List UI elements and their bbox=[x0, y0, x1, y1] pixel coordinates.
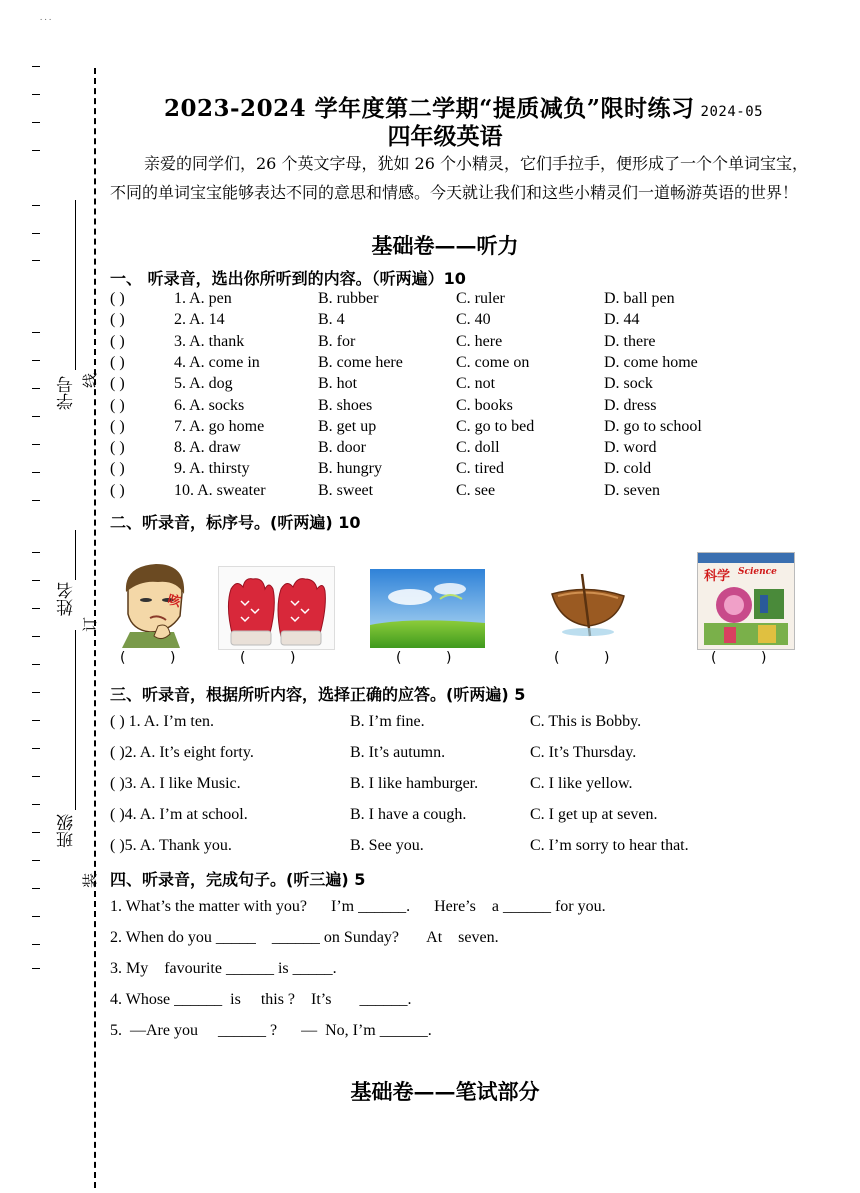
question-option-a: 3. A. thank bbox=[174, 332, 245, 350]
option-d: D. sock bbox=[604, 375, 653, 393]
page-subtitle: 四年级英语 bbox=[387, 123, 503, 150]
margin-tick bbox=[32, 748, 40, 749]
response-option-a[interactable]: ( )3. A. I like Music. bbox=[110, 775, 241, 792]
option-b: B. come here bbox=[318, 353, 403, 371]
question-option-a: 6. A. socks bbox=[174, 396, 245, 414]
margin-tick bbox=[32, 260, 40, 261]
option-d: D. cold bbox=[604, 460, 652, 478]
title-date: 2024-05 bbox=[700, 104, 764, 120]
option-b: B. sweet bbox=[318, 481, 374, 499]
option-c: C. 40 bbox=[456, 311, 491, 329]
part3-heading: 三、听录音，根据所听内容，选择正确的应答。(听两遍) 5 bbox=[110, 685, 526, 704]
margin-tick bbox=[32, 776, 40, 777]
option-b: B. hungry bbox=[318, 460, 382, 478]
margin-tick bbox=[32, 664, 40, 665]
option-c: C. books bbox=[456, 396, 513, 414]
margin-tick bbox=[32, 636, 40, 637]
answer-bracket[interactable]: ( ) bbox=[110, 481, 125, 499]
margin-tick bbox=[32, 444, 40, 445]
part4-heading: 四、听录音，完成句子。(听三遍) 5 bbox=[110, 870, 366, 889]
response-option-a[interactable]: ( ) 1. A. I’m ten. bbox=[110, 713, 214, 730]
book-top-band bbox=[698, 553, 794, 563]
answer-bracket[interactable]: ( ) bbox=[110, 290, 125, 307]
response-option-a[interactable]: ( )2. A. It’s eight forty. bbox=[110, 744, 254, 761]
boat-icon bbox=[548, 570, 628, 645]
response-option-c[interactable]: C. I like yellow. bbox=[530, 775, 633, 792]
option-d: D. there bbox=[604, 332, 656, 350]
answer-bracket[interactable]: ( ) bbox=[110, 460, 125, 478]
option-c: C. go to bed bbox=[456, 417, 535, 435]
intro-paragraph: 亲爱的同学们，26 个英文字母，犹如 26 个小精灵，它们手拉手，便形成了一个个单词宝宝，不同的单词宝宝能够表达不同的意思和情感。今天就让我们和这些小精灵们一道畅游英语的世界！ bbox=[110, 154, 808, 202]
margin-tick bbox=[32, 944, 40, 945]
response-option-a[interactable]: ( )4. A. I’m at school. bbox=[110, 806, 248, 823]
option-c: C. here bbox=[456, 332, 503, 350]
picture-science-book bbox=[697, 552, 795, 650]
response-option-c[interactable]: C. It’s Thursday. bbox=[530, 744, 637, 761]
option-c: C. not bbox=[456, 375, 496, 393]
answer-bracket[interactable]: ( ) bbox=[110, 353, 125, 371]
margin-tick bbox=[32, 692, 40, 693]
answer-bracket-2[interactable]: ( ) bbox=[240, 650, 296, 666]
fill-blank-sentence[interactable]: 4. Whose ______ is this ? It’s ______. bbox=[110, 991, 412, 1008]
section-written-title: 基础卷——笔试部分 bbox=[350, 1079, 540, 1104]
option-c: C. come on bbox=[456, 353, 530, 371]
margin-tick bbox=[32, 205, 40, 206]
margin-tick bbox=[32, 360, 40, 361]
option-b: B. door bbox=[318, 439, 366, 457]
margin-tick bbox=[32, 608, 40, 609]
picture-gloves bbox=[218, 566, 335, 650]
option-b: B. shoes bbox=[318, 396, 373, 414]
margin-tick bbox=[32, 94, 40, 95]
question-option-a: 5. A. dog bbox=[174, 375, 233, 393]
option-c: C. doll bbox=[456, 439, 500, 457]
option-d: D. go to school bbox=[604, 417, 702, 435]
meadow-sky-icon bbox=[370, 569, 485, 648]
answer-bracket-5[interactable]: ( ) bbox=[711, 650, 767, 666]
fill-blank-sentence[interactable]: 1. What’s the matter with you? I’m ______. Here’s a ______ for you. bbox=[110, 898, 606, 915]
margin-tick bbox=[32, 416, 40, 417]
option-d: D. 44 bbox=[604, 311, 640, 329]
xuehao-underline bbox=[75, 200, 76, 370]
xuehao-label: 学号 bbox=[57, 376, 77, 410]
part1-heading: 一、 听录音，选出你所听到的内容。（听两遍）10 bbox=[110, 269, 466, 288]
answer-bracket[interactable]: ( ) bbox=[110, 417, 125, 435]
response-option-b[interactable]: B. I’m fine. bbox=[350, 713, 425, 730]
book-subtitle: Science bbox=[738, 567, 777, 577]
margin-tick bbox=[32, 580, 40, 581]
question-option-a: 10. A. sweater bbox=[174, 481, 266, 499]
response-option-c[interactable]: C. I get up at seven. bbox=[530, 806, 658, 823]
bind-char-xian: 线 bbox=[81, 372, 100, 389]
margin-tick bbox=[32, 472, 40, 473]
fill-blank-sentence[interactable]: 2. When do you _____ ______ on Sunday? At seven. bbox=[110, 929, 499, 946]
xingming-label: 姓名 bbox=[57, 582, 77, 616]
option-b: B. for bbox=[318, 332, 356, 350]
margin-tick bbox=[32, 888, 40, 889]
answer-bracket[interactable]: ( ) bbox=[110, 375, 125, 393]
margin-tick bbox=[32, 968, 40, 969]
bind-char-zhuang: 装 bbox=[81, 872, 100, 889]
fill-blank-sentence[interactable]: 3. My favourite ______ is _____. bbox=[110, 960, 337, 977]
margin-tick bbox=[32, 388, 40, 389]
answer-bracket[interactable]: ( ) bbox=[110, 439, 125, 457]
margin-tick bbox=[32, 832, 40, 833]
answer-bracket[interactable]: ( ) bbox=[110, 311, 125, 329]
question-option-a: 9. A. thirsty bbox=[174, 460, 250, 478]
banji-label: 班级 bbox=[57, 814, 77, 848]
margin-tick bbox=[32, 552, 40, 553]
cough-glyph: 咳 bbox=[165, 592, 183, 611]
section-listening-title: 基础卷——听力 bbox=[371, 233, 519, 258]
margin-tick bbox=[32, 860, 40, 861]
answer-bracket-4[interactable]: ( ) bbox=[554, 650, 610, 666]
title-text: 2023-2024 学年度第二学期“提质减负”限时练习 bbox=[164, 95, 695, 122]
picture-boat bbox=[548, 570, 628, 645]
margin-tick bbox=[32, 720, 40, 721]
option-c: C. ruler bbox=[456, 290, 505, 307]
answer-bracket[interactable]: ( ) bbox=[110, 396, 125, 414]
question-option-a: 7. A. go home bbox=[174, 417, 265, 435]
question-option-a: 2. A. 14 bbox=[174, 311, 225, 329]
margin-tick bbox=[32, 332, 40, 333]
picture-cough bbox=[110, 560, 192, 648]
response-option-c[interactable]: C. I’m sorry to hear that. bbox=[530, 837, 689, 854]
answer-bracket-3[interactable]: ( ) bbox=[396, 650, 452, 666]
question-option-a: 8. A. draw bbox=[174, 439, 241, 457]
question-option-a: 4. A. come in bbox=[174, 353, 260, 371]
answer-bracket-1[interactable]: ( ) bbox=[120, 650, 176, 666]
option-b: B. hot bbox=[318, 375, 358, 393]
fill-blank-sentence[interactable]: 5. —Are you ______ ? — No, I’m ______. bbox=[110, 1022, 432, 1039]
option-c: C. see bbox=[456, 481, 496, 499]
response-option-b[interactable]: B. I like hamburger. bbox=[350, 775, 479, 792]
margin-tick bbox=[32, 804, 40, 805]
picture-spring bbox=[370, 569, 485, 648]
margin-tick bbox=[32, 500, 40, 501]
margin-tick bbox=[32, 66, 40, 67]
option-d: D. dress bbox=[604, 396, 657, 414]
xingming-underline-top bbox=[75, 530, 76, 580]
option-d: D. word bbox=[604, 439, 657, 457]
response-option-c[interactable]: C. This is Bobby. bbox=[530, 713, 642, 730]
option-d: D. come home bbox=[604, 353, 698, 371]
option-d: D. ball pen bbox=[604, 290, 675, 307]
response-option-b[interactable]: B. It’s autumn. bbox=[350, 744, 446, 761]
option-b: B. get up bbox=[318, 417, 377, 435]
option-b: B. rubber bbox=[318, 290, 379, 307]
part2-heading: 二、听录音，标序号。(听两遍) 10 bbox=[110, 513, 361, 532]
book-cover-collage-icon bbox=[704, 583, 788, 645]
bind-char-ding: 订 bbox=[81, 616, 100, 633]
option-b: B. 4 bbox=[318, 311, 345, 329]
option-d: D. seven bbox=[604, 481, 660, 499]
question-option-a: 1. A. pen bbox=[174, 290, 232, 307]
option-c: C. tired bbox=[456, 460, 504, 478]
response-option-b[interactable]: B. See you. bbox=[350, 837, 424, 854]
response-option-b[interactable]: B. I have a cough. bbox=[350, 806, 467, 823]
corner-marks: . . . bbox=[40, 12, 52, 22]
answer-bracket[interactable]: ( ) bbox=[110, 332, 125, 350]
book-title: 科学 bbox=[704, 569, 731, 584]
response-option-a[interactable]: ( )5. A. Thank you. bbox=[110, 837, 232, 854]
margin-tick bbox=[32, 916, 40, 917]
xingming-underline bbox=[75, 630, 76, 810]
gloves-icon bbox=[219, 567, 334, 649]
